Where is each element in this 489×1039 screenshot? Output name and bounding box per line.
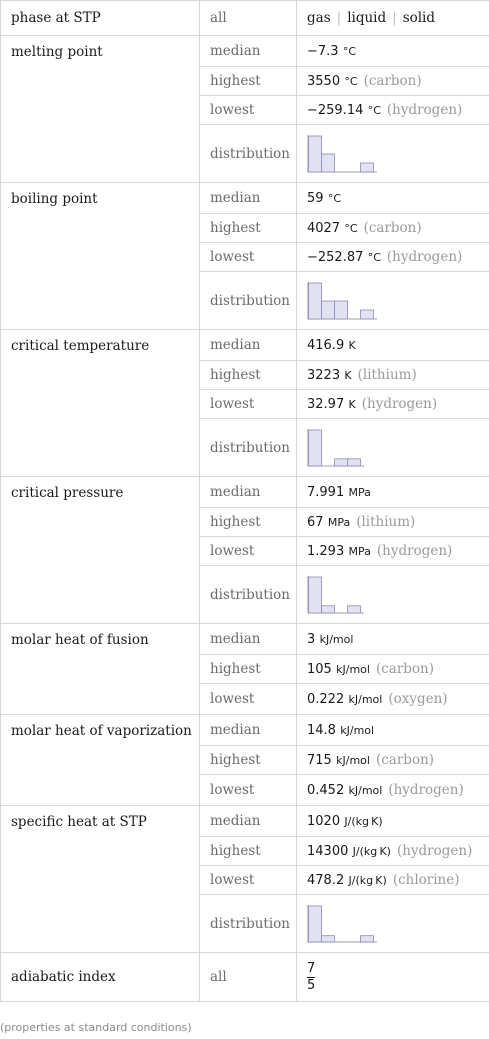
- critical-temperature-highest-value: 3223 K (lithium): [297, 361, 489, 390]
- molar-heat-fusion-median-value: 3 kJ/mol: [297, 624, 489, 655]
- molar-heat-vaporization-highest-value: 715 kJ/mol (carbon): [297, 746, 489, 775]
- boiling-point-histogram: [297, 272, 489, 330]
- stat-label: lowest: [200, 243, 297, 272]
- histogram-bar: [322, 935, 335, 941]
- specific-heat-label: specific heat at STP: [1, 806, 200, 953]
- histogram-chart: [307, 574, 377, 616]
- stat-label: median: [200, 477, 297, 508]
- critical-temperature-histogram: [297, 419, 489, 477]
- critical-pressure-label: critical pressure: [1, 477, 200, 624]
- specific-heat-highest-value: 14300 J/(kg K) (hydrogen): [297, 837, 489, 866]
- footer-note: (properties at standard conditions): [0, 1021, 192, 1034]
- header-label: phase at STP: [1, 1, 200, 36]
- histogram-bar: [335, 301, 348, 319]
- critical-temperature-label: critical temperature: [1, 330, 200, 477]
- boiling-point-label: boiling point: [1, 183, 200, 330]
- molar-heat-vaporization-label: molar heat of vaporization: [1, 715, 200, 806]
- critical-pressure-highest-value: 67 MPa (lithium): [297, 508, 489, 537]
- specific-heat-median-row: [1, 806, 489, 837]
- histogram-bar: [348, 458, 361, 465]
- separator: |: [336, 10, 342, 26]
- stat-label: highest: [200, 508, 297, 537]
- histogram-chart: [307, 280, 377, 322]
- fraction-denominator: 5: [307, 978, 316, 993]
- critical-pressure-median-value: 7.991 MPa: [297, 477, 489, 508]
- stat-label: highest: [200, 67, 297, 96]
- critical-pressure-median-row: [1, 477, 489, 508]
- adiabatic-index-value: [297, 953, 489, 1002]
- separator: |: [392, 10, 397, 26]
- stat-label: distribution: [200, 419, 297, 477]
- stat-label: lowest: [200, 390, 297, 419]
- adiabatic-index-label: adiabatic index: [1, 953, 200, 1002]
- melting-point-median-value: −7.3 °C: [297, 36, 489, 67]
- histogram-bar: [309, 283, 322, 319]
- stat-label: median: [200, 36, 297, 67]
- stat-label: lowest: [200, 96, 297, 125]
- melting-point-median-row: [1, 36, 489, 67]
- histogram-bar: [322, 154, 335, 172]
- boiling-point-highest-value: 4027 °C (carbon): [297, 214, 489, 243]
- stat-label: lowest: [200, 866, 297, 895]
- histogram-bar: [309, 430, 322, 466]
- stat-label: median: [200, 183, 297, 214]
- critical-temperature-median-row: [1, 330, 489, 361]
- stat-label: highest: [200, 837, 297, 866]
- stat-label: median: [200, 715, 297, 746]
- stat-label: highest: [200, 361, 297, 390]
- melting-point-histogram: [297, 125, 489, 183]
- stat-label: highest: [200, 746, 297, 775]
- critical-temperature-lowest-value: 32.97 K (hydrogen): [297, 390, 489, 419]
- stat-label: distribution: [200, 272, 297, 330]
- molar-heat-fusion-median-row: [1, 624, 489, 655]
- stat-label: highest: [200, 655, 297, 684]
- histogram-bar: [361, 163, 374, 172]
- histogram-bar: [361, 310, 374, 319]
- fraction-numerator: 7: [307, 961, 316, 976]
- specific-heat-histogram: [297, 895, 489, 953]
- fraction: [307, 960, 315, 994]
- stat-label: all: [200, 953, 297, 1002]
- histogram-bar: [335, 458, 348, 465]
- histogram-bar: [361, 935, 374, 941]
- histogram-chart: [307, 133, 377, 175]
- critical-temperature-median-value: 416.9 K: [297, 330, 489, 361]
- stat-label: lowest: [200, 684, 297, 715]
- stat-label: highest: [200, 214, 297, 243]
- melting-point-label: melting point: [1, 36, 200, 183]
- histogram-bar: [309, 906, 322, 942]
- phase-solid: solid: [402, 10, 436, 26]
- stat-label: lowest: [200, 775, 297, 806]
- histogram-bar: [309, 577, 322, 613]
- histogram-bar: [309, 136, 322, 172]
- histogram-bar: [322, 301, 335, 319]
- phase-liquid: liquid: [347, 10, 387, 26]
- phase-list: [297, 1, 489, 36]
- histogram-chart: [307, 427, 377, 469]
- molar-heat-fusion-label: molar heat of fusion: [1, 624, 200, 715]
- histogram-bar: [322, 605, 335, 612]
- histogram-chart: [307, 903, 377, 945]
- boiling-point-lowest-value: −252.87 °C (hydrogen): [297, 243, 489, 272]
- stat-label: median: [200, 330, 297, 361]
- boiling-point-median-value: 59 °C: [297, 183, 489, 214]
- critical-pressure-lowest-value: 1.293 MPa (hydrogen): [297, 537, 489, 566]
- header-row: [1, 1, 489, 36]
- stat-label: lowest: [200, 537, 297, 566]
- phase-gas: gas: [307, 10, 331, 26]
- stat-label: distribution: [200, 125, 297, 183]
- specific-heat-lowest-value: 478.2 J/(kg K) (chlorine): [297, 866, 489, 895]
- specific-heat-median-value: 1020 J/(kg K): [297, 806, 489, 837]
- melting-point-lowest-value: −259.14 °C (hydrogen): [297, 96, 489, 125]
- molar-heat-vaporization-median-row: [1, 715, 489, 746]
- stat-label: median: [200, 806, 297, 837]
- melting-point-highest-value: 3550 °C (carbon): [297, 67, 489, 96]
- adiabatic-index-row: [1, 953, 489, 1002]
- stat-label: distribution: [200, 566, 297, 624]
- molar-heat-vaporization-median-value: 14.8 kJ/mol: [297, 715, 489, 746]
- stat-label: median: [200, 624, 297, 655]
- boiling-point-median-row: [1, 183, 489, 214]
- molar-heat-fusion-lowest-value: 0.222 kJ/mol (oxygen): [297, 684, 489, 715]
- stat-label: distribution: [200, 895, 297, 953]
- histogram-bar: [348, 605, 361, 612]
- header-sub: all: [200, 1, 297, 36]
- molar-heat-fusion-highest-value: 105 kJ/mol (carbon): [297, 655, 489, 684]
- critical-pressure-histogram: [297, 566, 489, 624]
- molar-heat-vaporization-lowest-value: 0.452 kJ/mol (hydrogen): [297, 775, 489, 806]
